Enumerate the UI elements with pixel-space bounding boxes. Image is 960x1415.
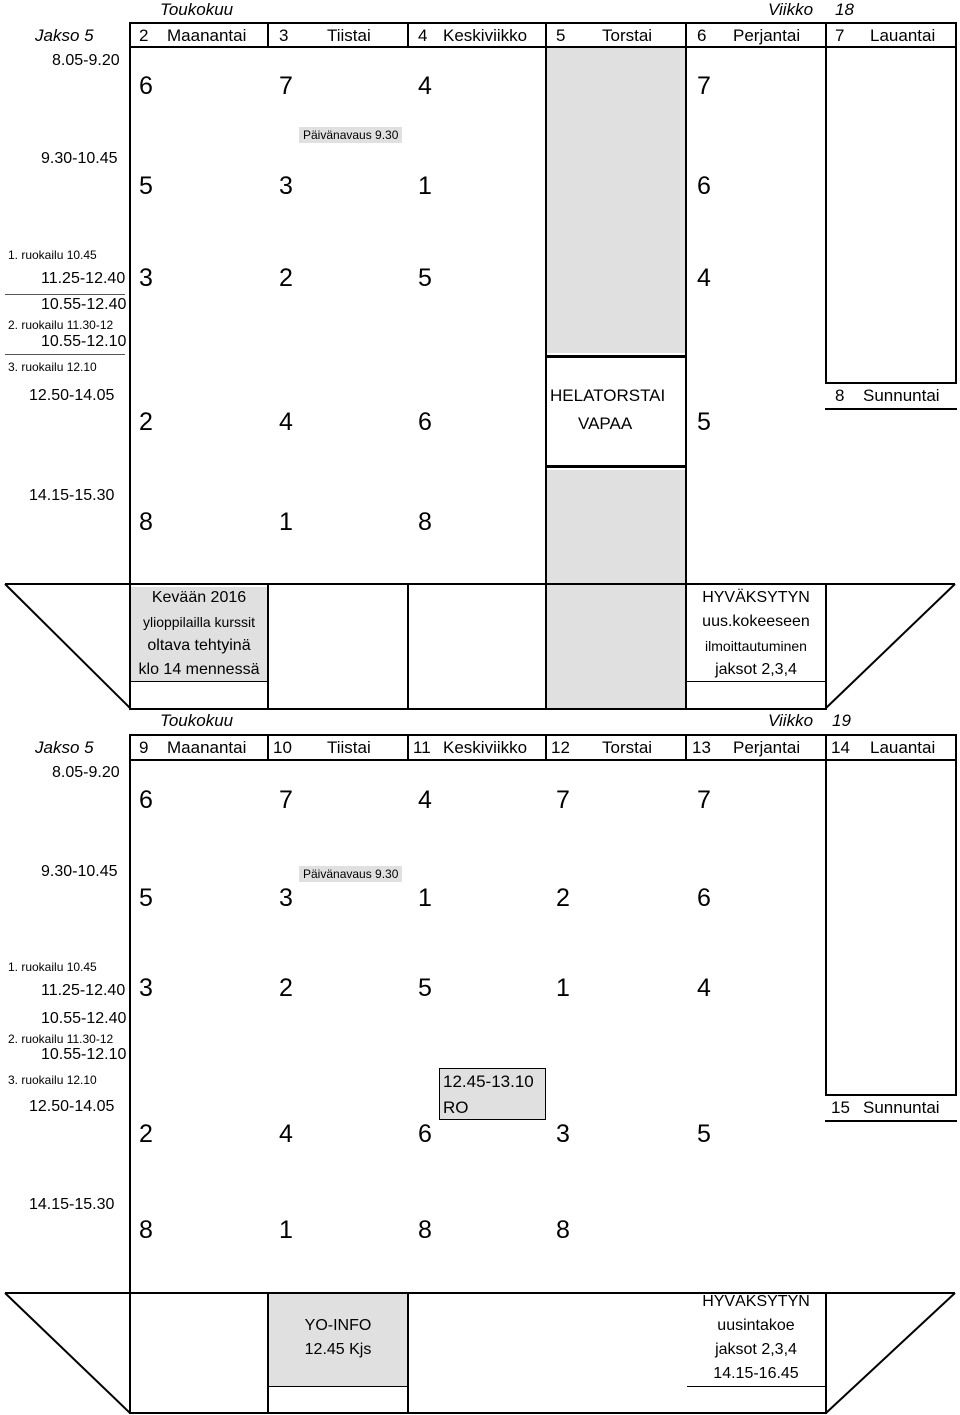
lesson-r2-fri: 6: [697, 172, 711, 200]
lesson-r3-wed: 5: [418, 264, 432, 292]
lesson-r4-wed: 6: [418, 408, 432, 436]
day-name-fri: Perjantai: [733, 26, 801, 45]
exam-note-line-3: ilmoittautuminen: [705, 638, 807, 654]
lesson-r4-thu: 3: [556, 1120, 570, 1148]
day-name-thu: Torstai: [602, 26, 653, 45]
exam-note-line-4: 14.15-16.45: [713, 1365, 799, 1382]
yo-info-title: YO-INFO: [304, 1317, 372, 1334]
lesson-r1-tue: 7: [279, 786, 293, 814]
day-num-mon: 9: [139, 738, 149, 757]
lunch-1-label: 1. ruokailu 10.45: [8, 248, 97, 262]
period-label: Jakso 5: [35, 738, 94, 757]
time-slot-4: 12.50-14.05: [29, 387, 115, 404]
time-slot-1: 8.05-9.20: [52, 764, 120, 781]
lesson-r4-mon: 2: [139, 408, 153, 436]
lesson-r2-tue: 3: [279, 172, 293, 200]
day-num-tue: 10: [273, 738, 292, 757]
day-name-wed: Keskiviikko: [443, 26, 528, 45]
lesson-r1-wed: 4: [418, 786, 432, 814]
day-name-thu: Torstai: [602, 738, 653, 757]
week-label: Viikko: [768, 711, 814, 730]
lesson-r5-mon: 8: [139, 1216, 153, 1244]
lunch-2-label: 2. ruokailu 11.30-12: [8, 318, 114, 332]
lesson-r3-wed: 5: [418, 974, 432, 1002]
day-name-wed: Keskiviikko: [443, 738, 528, 757]
spring-note-line-4: klo 14 mennessä: [138, 661, 260, 678]
day-name-sat: Lauantai: [870, 26, 936, 45]
time-slot-5: 14.15-15.30: [29, 1196, 115, 1213]
lunch-3-label: 3. ruokailu 12.10: [8, 1073, 97, 1087]
month-label: Toukokuu: [160, 0, 234, 19]
day-name-sat: Lauantai: [870, 738, 936, 757]
lesson-r3-mon: 3: [139, 974, 153, 1002]
lunch-1-label: 1. ruokailu 10.45: [8, 960, 97, 974]
day-num-thu: 12: [551, 738, 570, 757]
lesson-r4-tue: 4: [279, 408, 293, 436]
lesson-r2-thu: 2: [556, 884, 570, 912]
day-num-fri: 13: [692, 738, 711, 757]
lesson-r3-tue: 2: [279, 264, 293, 292]
lesson-r2-tue: 3: [279, 884, 293, 912]
lesson-r4-wed: 6: [418, 1120, 432, 1148]
sunday-name: Sunnuntai: [863, 1098, 940, 1117]
month-label: Toukokuu: [160, 711, 234, 730]
holiday-subtitle: VAPAA: [578, 414, 633, 433]
day-num-sat: 14: [831, 738, 850, 757]
lesson-r2-mon: 5: [139, 172, 153, 200]
holiday-title: HELATORSTAI: [550, 386, 666, 405]
exam-note-line-2: uus.kokeeseen: [702, 613, 810, 630]
lesson-r3-mon: 3: [139, 264, 153, 292]
lesson-r3-tue: 2: [279, 974, 293, 1002]
time-slot-3: 11.25-12.40: [41, 270, 126, 287]
lesson-r1-mon: 6: [139, 72, 153, 100]
lesson-r5-tue: 1: [279, 508, 293, 536]
lesson-r1-tue: 7: [279, 72, 293, 100]
time-slot-1: 8.05-9.20: [52, 52, 120, 69]
week-number: 19: [832, 711, 851, 730]
yo-info-time: 12.45 Kjs: [304, 1341, 372, 1358]
time-slot-3c: 10.55-12.10: [41, 333, 127, 350]
lesson-r3-fri: 4: [697, 974, 711, 1002]
week-label: Viikko: [768, 0, 814, 19]
time-slot-2: 9.30-10.45: [41, 150, 118, 167]
exam-note-line-1: HYVÄKSYTYN: [702, 589, 810, 606]
exam-note-line-4: jaksot 2,3,4: [715, 661, 797, 678]
day-name-mon: Maanantai: [167, 738, 247, 757]
lesson-r4-tue: 4: [279, 1120, 293, 1148]
day-name-tue: Tiistai: [327, 738, 371, 757]
lesson-r1-fri: 7: [697, 786, 711, 814]
lesson-r1-mon: 6: [139, 786, 153, 814]
day-num-wed: 11: [413, 738, 431, 757]
day-name-tue: Tiistai: [327, 26, 371, 45]
lesson-r1-wed: 4: [418, 72, 432, 100]
lesson-r5-mon: 8: [139, 508, 153, 536]
period-label: Jakso 5: [35, 26, 94, 45]
time-slot-4: 12.50-14.05: [29, 1098, 115, 1115]
sunday-num: 15: [831, 1098, 850, 1117]
lesson-r4-fri: 5: [697, 1120, 711, 1148]
sunday-name: Sunnuntai: [863, 386, 940, 405]
lesson-r3-fri: 4: [697, 264, 711, 292]
day-name-mon: Maanantai: [167, 26, 247, 45]
time-slot-3b: 10.55-12.40: [41, 1010, 127, 1027]
morning-notice: Päivänavaus 9.30: [299, 127, 402, 143]
lesson-r2-wed: 1: [418, 884, 432, 912]
spring-note-line-1: Kevään 2016: [151, 589, 247, 606]
lesson-r5-tue: 1: [279, 1216, 293, 1244]
lunch-3-label: 3. ruokailu 12.10: [8, 360, 97, 374]
day-num-thu: 5: [556, 26, 566, 45]
day-num-sat: 7: [835, 26, 845, 45]
lesson-r1-thu: 7: [556, 786, 570, 814]
lesson-r2-mon: 5: [139, 884, 153, 912]
week-number: 18: [835, 0, 854, 19]
day-num-tue: 3: [279, 26, 289, 45]
lesson-r5-wed: 8: [418, 1216, 432, 1244]
time-slot-5: 14.15-15.30: [29, 487, 115, 504]
time-slot-3: 11.25-12.40: [41, 982, 126, 999]
exam-note-line-1: HYVÄKSYTYN: [702, 1293, 810, 1310]
exam-note-line-2: uusintakoe: [717, 1317, 795, 1334]
day-num-wed: 4: [418, 26, 428, 45]
exam-note-line-3: jaksot 2,3,4: [715, 1341, 797, 1358]
lesson-r1-fri: 7: [697, 72, 711, 100]
day-name-fri: Perjantai: [733, 738, 801, 757]
lesson-r5-wed: 8: [418, 508, 432, 536]
lesson-r2-wed: 1: [418, 172, 432, 200]
lesson-r3-thu: 1: [556, 974, 570, 1002]
day-num-mon: 2: [139, 26, 149, 45]
time-slot-3c: 10.55-12.10: [41, 1046, 127, 1063]
ro-label: RO: [443, 1098, 469, 1117]
lesson-r4-mon: 2: [139, 1120, 153, 1148]
time-slot-3b: 10.55-12.40: [41, 296, 127, 313]
spring-note-line-3: oltava tehtyinä: [147, 637, 251, 654]
sunday-num: 8: [835, 386, 845, 405]
ro-time: 12.45-13.10: [443, 1072, 534, 1091]
time-slot-2: 9.30-10.45: [41, 863, 118, 880]
lesson-r5-thu: 8: [556, 1216, 570, 1244]
day-num-fri: 6: [697, 26, 707, 45]
lesson-r2-fri: 6: [697, 884, 711, 912]
lunch-2-label: 2. ruokailu 11.30-12: [8, 1032, 114, 1046]
morning-notice: Päivänavaus 9.30: [299, 866, 402, 882]
spring-note-line-2: ylioppilailla kurssit: [142, 614, 256, 630]
lesson-r4-fri: 5: [697, 408, 711, 436]
